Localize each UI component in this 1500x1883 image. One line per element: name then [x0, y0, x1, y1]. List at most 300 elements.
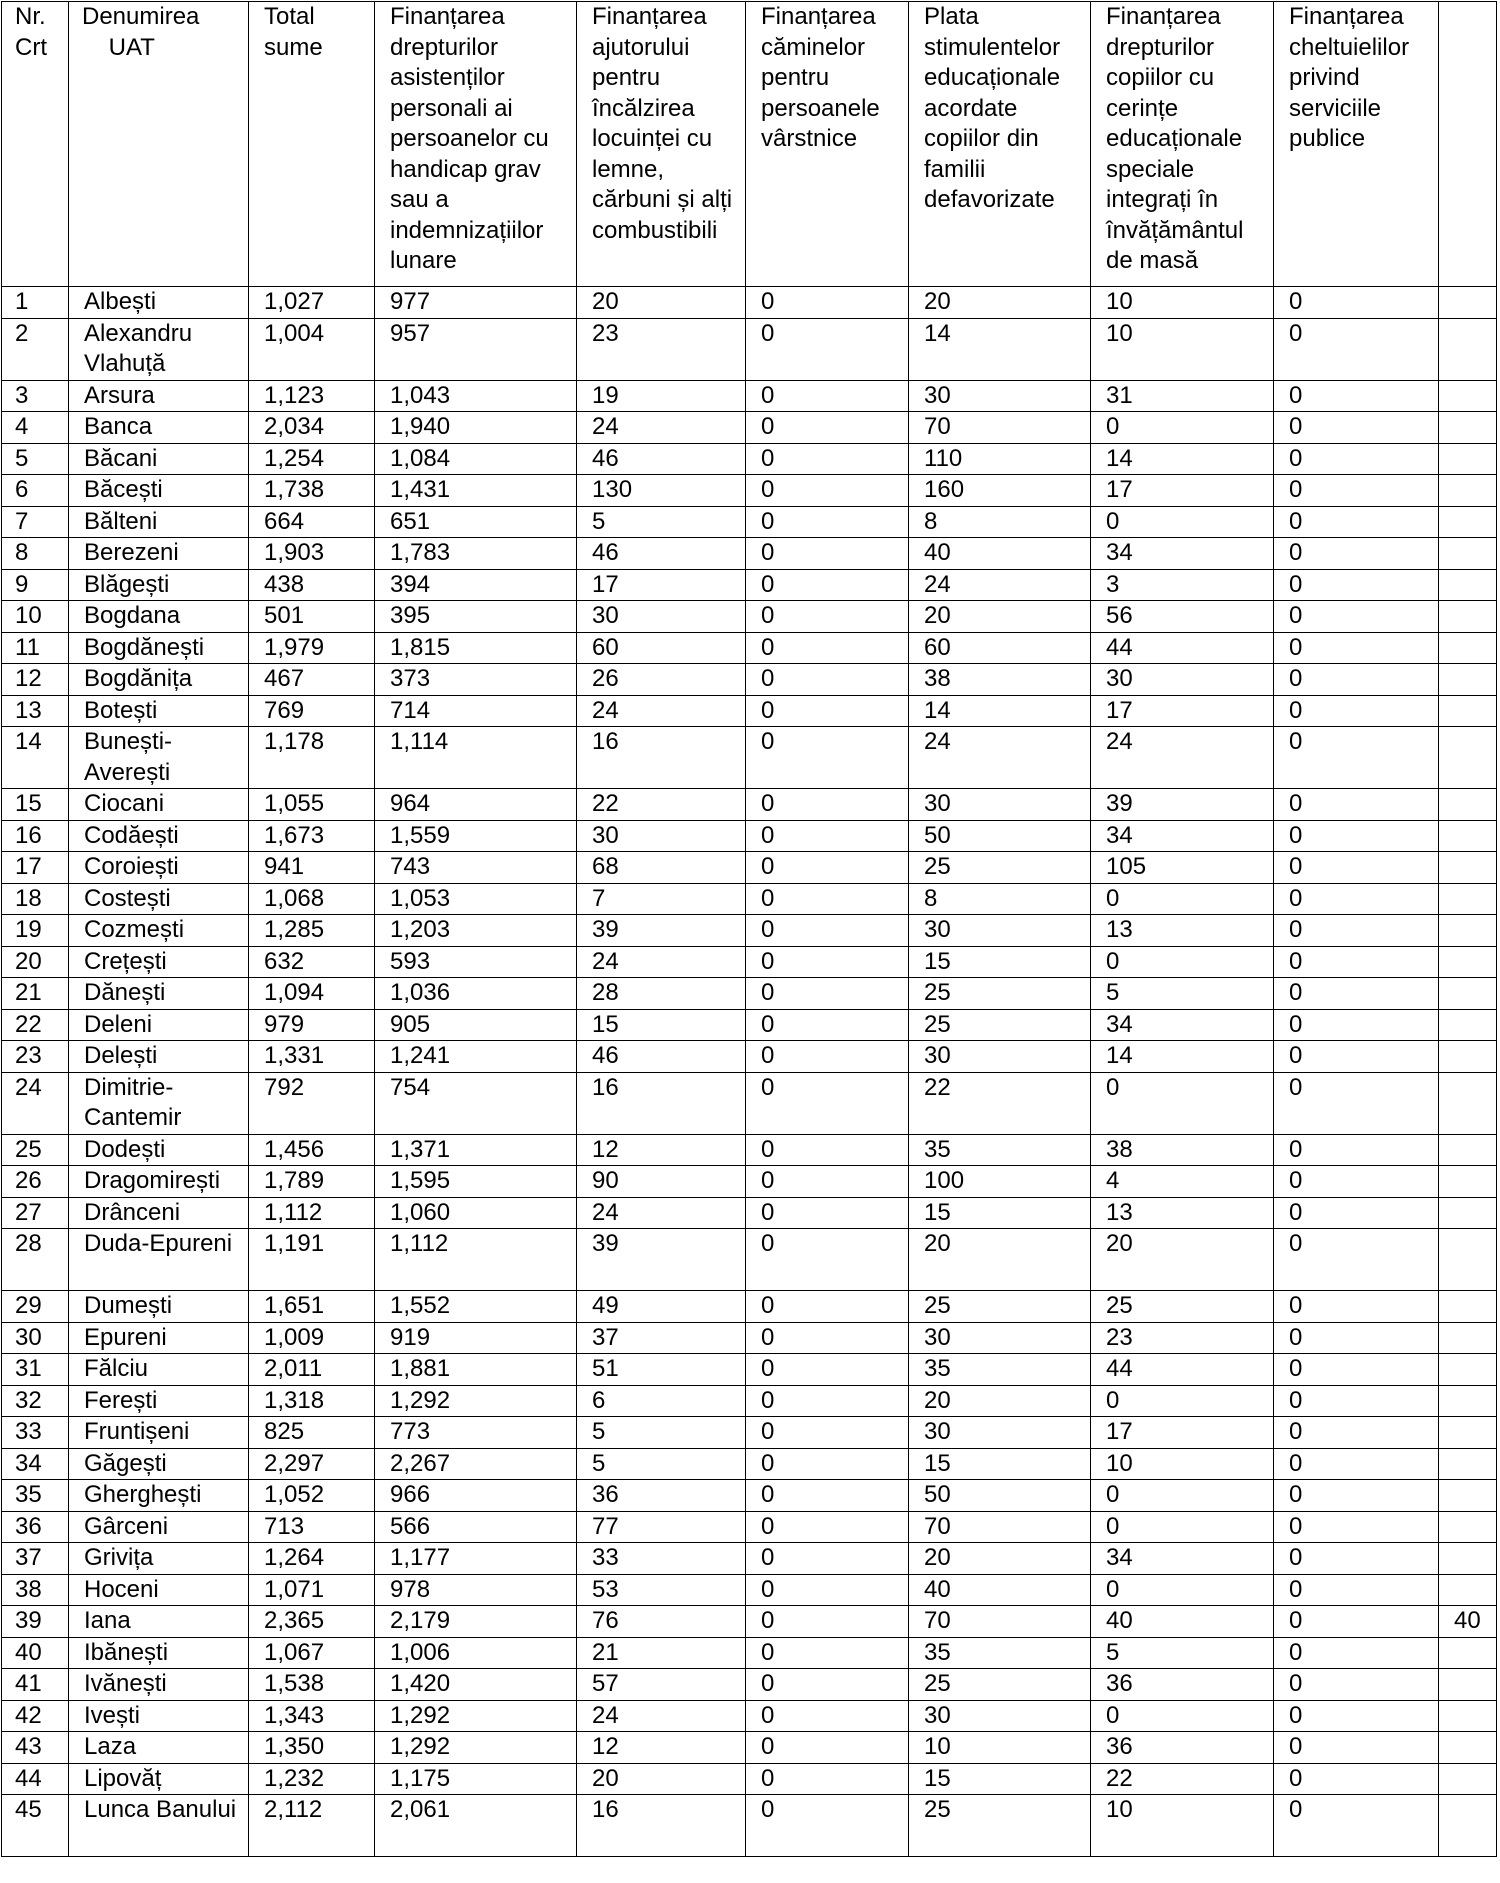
cell-cerinte-educationale: 5 [1091, 1637, 1274, 1669]
cell-ajutor-incalzire: 5 [577, 506, 746, 538]
cell-denumirea-uat: Drânceni [69, 1197, 249, 1229]
cell-nr-crt: 41 [2, 1669, 69, 1701]
header-asistenti-personali: Finanțarea drepturilor asistenților personali ai persoanelor cu handicap grav sau a indemnizațiilor lunare [375, 2, 577, 287]
header-denumirea-uat: Denumirea UAT [69, 2, 249, 287]
cell-extra [1439, 695, 1497, 727]
cell-nr-crt: 8 [2, 538, 69, 570]
cell-extra [1439, 1291, 1497, 1323]
cell-camine-varstnice: 0 [746, 664, 909, 696]
cell-total-sume: 769 [249, 695, 375, 727]
cell-camine-varstnice: 0 [746, 695, 909, 727]
cell-nr-crt: 31 [2, 1354, 69, 1386]
header-nr-crt: Nr. Crt [2, 2, 69, 287]
table-row [2, 1637, 1497, 1669]
cell-camine-varstnice: 0 [746, 506, 909, 538]
table-row [2, 1606, 1497, 1638]
cell-stimulente-educationale: 30 [909, 1322, 1091, 1354]
cell-ajutor-incalzire: 60 [577, 632, 746, 664]
cell-extra [1439, 380, 1497, 412]
cell-camine-varstnice: 0 [746, 601, 909, 633]
cell-servicii-publice: 0 [1274, 789, 1439, 821]
cell-asistenti-personali: 1,552 [375, 1291, 577, 1323]
cell-asistenti-personali: 1,431 [375, 475, 577, 507]
cell-stimulente-educationale: 30 [909, 1700, 1091, 1732]
table-row [2, 883, 1497, 915]
cell-total-sume: 1,191 [249, 1229, 375, 1291]
cell-nr-crt: 23 [2, 1041, 69, 1073]
cell-ajutor-incalzire: 12 [577, 1732, 746, 1764]
cell-stimulente-educationale: 8 [909, 506, 1091, 538]
table-row [2, 412, 1497, 444]
cell-servicii-publice: 0 [1274, 1229, 1439, 1291]
header-servicii-publice: Finanțarea cheltuielilor privind serviciile publice [1274, 2, 1439, 287]
cell-extra [1439, 443, 1497, 475]
cell-denumirea-uat: Ibănești [69, 1637, 249, 1669]
cell-camine-varstnice: 0 [746, 569, 909, 601]
table-row [2, 1354, 1497, 1386]
cell-cerinte-educationale: 39 [1091, 789, 1274, 821]
cell-cerinte-educationale: 44 [1091, 632, 1274, 664]
cell-camine-varstnice: 0 [746, 1354, 909, 1386]
cell-servicii-publice: 0 [1274, 1543, 1439, 1575]
table-row [2, 946, 1497, 978]
cell-ajutor-incalzire: 16 [577, 1072, 746, 1134]
cell-stimulente-educationale: 38 [909, 664, 1091, 696]
cell-stimulente-educationale: 30 [909, 1041, 1091, 1073]
cell-nr-crt: 5 [2, 443, 69, 475]
cell-nr-crt: 19 [2, 915, 69, 947]
cell-cerinte-educationale: 10 [1091, 287, 1274, 319]
cell-denumirea-uat: Dimitrie-Cantemir [69, 1072, 249, 1134]
cell-ajutor-incalzire: 22 [577, 789, 746, 821]
cell-nr-crt: 12 [2, 664, 69, 696]
cell-nr-crt: 30 [2, 1322, 69, 1354]
cell-servicii-publice: 0 [1274, 1417, 1439, 1449]
cell-total-sume: 1,232 [249, 1763, 375, 1795]
cell-nr-crt: 7 [2, 506, 69, 538]
funding-table [1, 1, 1497, 1857]
cell-extra [1439, 412, 1497, 444]
cell-denumirea-uat: Găgești [69, 1448, 249, 1480]
cell-stimulente-educationale: 25 [909, 1795, 1091, 1857]
cell-denumirea-uat: Albești [69, 287, 249, 319]
cell-servicii-publice: 0 [1274, 1009, 1439, 1041]
cell-denumirea-uat: Blăgești [69, 569, 249, 601]
cell-asistenti-personali: 743 [375, 852, 577, 884]
cell-camine-varstnice: 0 [746, 1417, 909, 1449]
cell-cerinte-educationale: 17 [1091, 475, 1274, 507]
header-camine-varstnice: Finanțarea căminelor pentru persoanele vârstnice [746, 2, 909, 287]
cell-nr-crt: 36 [2, 1511, 69, 1543]
cell-extra [1439, 287, 1497, 319]
table-row [2, 789, 1497, 821]
cell-servicii-publice: 0 [1274, 883, 1439, 915]
cell-total-sume: 1,979 [249, 632, 375, 664]
cell-denumirea-uat: Crețești [69, 946, 249, 978]
cell-ajutor-incalzire: 16 [577, 727, 746, 789]
cell-camine-varstnice: 0 [746, 1543, 909, 1575]
cell-asistenti-personali: 1,371 [375, 1134, 577, 1166]
cell-ajutor-incalzire: 16 [577, 1795, 746, 1857]
cell-servicii-publice: 0 [1274, 1732, 1439, 1764]
cell-cerinte-educationale: 34 [1091, 538, 1274, 570]
cell-cerinte-educationale: 10 [1091, 1795, 1274, 1857]
cell-denumirea-uat: Bogdănița [69, 664, 249, 696]
cell-total-sume: 438 [249, 569, 375, 601]
cell-servicii-publice: 0 [1274, 978, 1439, 1010]
cell-nr-crt: 38 [2, 1574, 69, 1606]
cell-cerinte-educationale: 40 [1091, 1606, 1274, 1638]
table-row [2, 1480, 1497, 1512]
cell-camine-varstnice: 0 [746, 1700, 909, 1732]
cell-nr-crt: 20 [2, 946, 69, 978]
cell-total-sume: 467 [249, 664, 375, 696]
cell-cerinte-educationale: 24 [1091, 727, 1274, 789]
cell-asistenti-personali: 1,112 [375, 1229, 577, 1291]
cell-cerinte-educationale: 4 [1091, 1166, 1274, 1198]
cell-cerinte-educationale: 3 [1091, 569, 1274, 601]
cell-extra [1439, 1543, 1497, 1575]
cell-denumirea-uat: Gherghești [69, 1480, 249, 1512]
cell-extra [1439, 978, 1497, 1010]
cell-nr-crt: 24 [2, 1072, 69, 1134]
cell-total-sume: 1,456 [249, 1134, 375, 1166]
cell-cerinte-educationale: 0 [1091, 1700, 1274, 1732]
cell-camine-varstnice: 0 [746, 1322, 909, 1354]
cell-stimulente-educationale: 15 [909, 946, 1091, 978]
cell-camine-varstnice: 0 [746, 1763, 909, 1795]
cell-servicii-publice: 0 [1274, 443, 1439, 475]
cell-stimulente-educationale: 50 [909, 820, 1091, 852]
cell-cerinte-educationale: 44 [1091, 1354, 1274, 1386]
cell-extra [1439, 1041, 1497, 1073]
cell-cerinte-educationale: 34 [1091, 1543, 1274, 1575]
cell-extra [1439, 1385, 1497, 1417]
cell-denumirea-uat: Ferești [69, 1385, 249, 1417]
header-total-sume: Total sume [249, 2, 375, 287]
cell-nr-crt: 25 [2, 1134, 69, 1166]
cell-asistenti-personali: 593 [375, 946, 577, 978]
cell-ajutor-incalzire: 76 [577, 1606, 746, 1638]
cell-extra [1439, 727, 1497, 789]
cell-denumirea-uat: Băcani [69, 443, 249, 475]
cell-cerinte-educationale: 36 [1091, 1669, 1274, 1701]
cell-asistenti-personali: 1,559 [375, 820, 577, 852]
cell-denumirea-uat: Ciocani [69, 789, 249, 821]
cell-stimulente-educationale: 25 [909, 978, 1091, 1010]
cell-extra [1439, 1574, 1497, 1606]
cell-nr-crt: 39 [2, 1606, 69, 1638]
cell-nr-crt: 4 [2, 412, 69, 444]
cell-nr-crt: 17 [2, 852, 69, 884]
table-row [2, 1732, 1497, 1764]
cell-ajutor-incalzire: 28 [577, 978, 746, 1010]
cell-stimulente-educationale: 20 [909, 287, 1091, 319]
cell-denumirea-uat: Lunca Banului [69, 1795, 249, 1857]
cell-total-sume: 1,052 [249, 1480, 375, 1512]
cell-stimulente-educationale: 25 [909, 1669, 1091, 1701]
cell-denumirea-uat: Dragomirești [69, 1166, 249, 1198]
table-row [2, 915, 1497, 947]
cell-denumirea-uat: Iana [69, 1606, 249, 1638]
cell-extra [1439, 1511, 1497, 1543]
cell-ajutor-incalzire: 33 [577, 1543, 746, 1575]
cell-total-sume: 1,331 [249, 1041, 375, 1073]
cell-denumirea-uat: Băcești [69, 475, 249, 507]
cell-total-sume: 792 [249, 1072, 375, 1134]
cell-asistenti-personali: 1,420 [375, 1669, 577, 1701]
cell-ajutor-incalzire: 46 [577, 443, 746, 475]
cell-asistenti-personali: 966 [375, 1480, 577, 1512]
cell-denumirea-uat: Codăești [69, 820, 249, 852]
cell-total-sume: 1,350 [249, 1732, 375, 1764]
cell-camine-varstnice: 0 [746, 443, 909, 475]
cell-cerinte-educationale: 0 [1091, 1511, 1274, 1543]
cell-camine-varstnice: 0 [746, 1385, 909, 1417]
table-row [2, 1041, 1497, 1073]
cell-denumirea-uat: Deleni [69, 1009, 249, 1041]
cell-total-sume: 1,071 [249, 1574, 375, 1606]
cell-servicii-publice: 0 [1274, 601, 1439, 633]
cell-cerinte-educationale: 20 [1091, 1229, 1274, 1291]
cell-extra [1439, 664, 1497, 696]
cell-extra [1439, 1166, 1497, 1198]
header-row [2, 2, 1497, 287]
cell-ajutor-incalzire: 30 [577, 601, 746, 633]
cell-stimulente-educationale: 100 [909, 1166, 1091, 1198]
cell-extra [1439, 632, 1497, 664]
cell-cerinte-educationale: 14 [1091, 443, 1274, 475]
cell-cerinte-educationale: 0 [1091, 412, 1274, 444]
cell-nr-crt: 16 [2, 820, 69, 852]
cell-cerinte-educationale: 0 [1091, 1072, 1274, 1134]
cell-servicii-publice: 0 [1274, 1197, 1439, 1229]
table-row [2, 538, 1497, 570]
cell-camine-varstnice: 0 [746, 820, 909, 852]
cell-cerinte-educationale: 0 [1091, 1480, 1274, 1512]
table-row [2, 632, 1497, 664]
cell-camine-varstnice: 0 [746, 915, 909, 947]
cell-asistenti-personali: 2,179 [375, 1606, 577, 1638]
cell-extra [1439, 506, 1497, 538]
cell-cerinte-educationale: 105 [1091, 852, 1274, 884]
cell-ajutor-incalzire: 51 [577, 1354, 746, 1386]
cell-ajutor-incalzire: 20 [577, 287, 746, 319]
table-row [2, 820, 1497, 852]
cell-stimulente-educationale: 22 [909, 1072, 1091, 1134]
cell-ajutor-incalzire: 30 [577, 820, 746, 852]
cell-cerinte-educationale: 34 [1091, 1009, 1274, 1041]
table-row [2, 569, 1497, 601]
cell-stimulente-educationale: 25 [909, 1291, 1091, 1323]
cell-ajutor-incalzire: 24 [577, 412, 746, 444]
table-row [2, 1072, 1497, 1134]
cell-asistenti-personali: 905 [375, 1009, 577, 1041]
cell-total-sume: 979 [249, 1009, 375, 1041]
table-row [2, 506, 1497, 538]
cell-camine-varstnice: 0 [746, 789, 909, 821]
cell-stimulente-educationale: 24 [909, 727, 1091, 789]
cell-nr-crt: 34 [2, 1448, 69, 1480]
cell-nr-crt: 14 [2, 727, 69, 789]
cell-nr-crt: 45 [2, 1795, 69, 1857]
cell-extra [1439, 946, 1497, 978]
cell-ajutor-incalzire: 57 [577, 1669, 746, 1701]
cell-asistenti-personali: 1,177 [375, 1543, 577, 1575]
cell-extra [1439, 1229, 1497, 1291]
cell-servicii-publice: 0 [1274, 475, 1439, 507]
cell-stimulente-educationale: 110 [909, 443, 1091, 475]
cell-servicii-publice: 0 [1274, 695, 1439, 727]
cell-nr-crt: 6 [2, 475, 69, 507]
cell-camine-varstnice: 0 [746, 1669, 909, 1701]
cell-total-sume: 1,789 [249, 1166, 375, 1198]
cell-servicii-publice: 0 [1274, 1166, 1439, 1198]
cell-servicii-publice: 0 [1274, 915, 1439, 947]
cell-stimulente-educationale: 15 [909, 1197, 1091, 1229]
cell-cerinte-educationale: 56 [1091, 601, 1274, 633]
cell-asistenti-personali: 773 [375, 1417, 577, 1449]
table-row [2, 1417, 1497, 1449]
cell-cerinte-educationale: 14 [1091, 1041, 1274, 1073]
cell-nr-crt: 18 [2, 883, 69, 915]
cell-camine-varstnice: 0 [746, 1574, 909, 1606]
cell-servicii-publice: 0 [1274, 1480, 1439, 1512]
cell-total-sume: 825 [249, 1417, 375, 1449]
cell-extra [1439, 1009, 1497, 1041]
cell-ajutor-incalzire: 77 [577, 1511, 746, 1543]
table-row [2, 1574, 1497, 1606]
cell-stimulente-educationale: 20 [909, 1385, 1091, 1417]
cell-denumirea-uat: Fălciu [69, 1354, 249, 1386]
cell-camine-varstnice: 0 [746, 538, 909, 570]
cell-denumirea-uat: Bălteni [69, 506, 249, 538]
cell-extra [1439, 1072, 1497, 1134]
cell-asistenti-personali: 1,292 [375, 1700, 577, 1732]
cell-asistenti-personali: 1,815 [375, 632, 577, 664]
table-row [2, 1322, 1497, 1354]
cell-asistenti-personali: 978 [375, 1574, 577, 1606]
cell-extra [1439, 318, 1497, 380]
cell-servicii-publice: 0 [1274, 538, 1439, 570]
cell-cerinte-educationale: 0 [1091, 883, 1274, 915]
cell-denumirea-uat: Cozmești [69, 915, 249, 947]
cell-extra: 40 [1439, 1606, 1497, 1638]
cell-denumirea-uat: Dumești [69, 1291, 249, 1323]
cell-stimulente-educationale: 20 [909, 601, 1091, 633]
cell-total-sume: 1,343 [249, 1700, 375, 1732]
cell-extra [1439, 1417, 1497, 1449]
cell-ajutor-incalzire: 23 [577, 318, 746, 380]
cell-cerinte-educationale: 25 [1091, 1291, 1274, 1323]
table-row [2, 475, 1497, 507]
cell-ajutor-incalzire: 90 [577, 1166, 746, 1198]
cell-denumirea-uat: Bogdănești [69, 632, 249, 664]
cell-ajutor-incalzire: 19 [577, 380, 746, 412]
cell-asistenti-personali: 1,175 [375, 1763, 577, 1795]
table-row [2, 287, 1497, 319]
cell-servicii-publice: 0 [1274, 1291, 1439, 1323]
cell-denumirea-uat: Berezeni [69, 538, 249, 570]
cell-camine-varstnice: 0 [746, 978, 909, 1010]
cell-denumirea-uat: Ivănești [69, 1669, 249, 1701]
cell-stimulente-educationale: 20 [909, 1229, 1091, 1291]
cell-servicii-publice: 0 [1274, 1134, 1439, 1166]
cell-stimulente-educationale: 30 [909, 1417, 1091, 1449]
cell-stimulente-educationale: 15 [909, 1763, 1091, 1795]
cell-nr-crt: 44 [2, 1763, 69, 1795]
cell-asistenti-personali: 1,940 [375, 412, 577, 444]
cell-asistenti-personali: 964 [375, 789, 577, 821]
cell-asistenti-personali: 919 [375, 1322, 577, 1354]
cell-total-sume: 2,365 [249, 1606, 375, 1638]
cell-servicii-publice: 0 [1274, 727, 1439, 789]
cell-asistenti-personali: 2,267 [375, 1448, 577, 1480]
cell-nr-crt: 42 [2, 1700, 69, 1732]
cell-nr-crt: 21 [2, 978, 69, 1010]
cell-extra [1439, 1197, 1497, 1229]
table-row [2, 1700, 1497, 1732]
cell-denumirea-uat: Delești [69, 1041, 249, 1073]
cell-camine-varstnice: 0 [746, 1166, 909, 1198]
cell-nr-crt: 32 [2, 1385, 69, 1417]
cell-cerinte-educationale: 34 [1091, 820, 1274, 852]
cell-total-sume: 1,285 [249, 915, 375, 947]
table-row [2, 664, 1497, 696]
cell-denumirea-uat: Laza [69, 1732, 249, 1764]
cell-total-sume: 1,009 [249, 1322, 375, 1354]
table-row [2, 1166, 1497, 1198]
cell-camine-varstnice: 0 [746, 946, 909, 978]
cell-denumirea-uat: Duda-Epureni [69, 1229, 249, 1291]
cell-total-sume: 1,651 [249, 1291, 375, 1323]
cell-asistenti-personali: 1,595 [375, 1166, 577, 1198]
cell-servicii-publice: 0 [1274, 1385, 1439, 1417]
cell-servicii-publice: 0 [1274, 380, 1439, 412]
cell-camine-varstnice: 0 [746, 475, 909, 507]
cell-denumirea-uat: Bunești-Averești [69, 727, 249, 789]
cell-nr-crt: 40 [2, 1637, 69, 1669]
cell-asistenti-personali: 957 [375, 318, 577, 380]
cell-camine-varstnice: 0 [746, 1229, 909, 1291]
cell-denumirea-uat: Hoceni [69, 1574, 249, 1606]
cell-denumirea-uat: Bogdana [69, 601, 249, 633]
cell-cerinte-educationale: 0 [1091, 946, 1274, 978]
cell-nr-crt: 28 [2, 1229, 69, 1291]
cell-total-sume: 1,094 [249, 978, 375, 1010]
cell-asistenti-personali: 1,043 [375, 380, 577, 412]
cell-stimulente-educationale: 30 [909, 789, 1091, 821]
cell-camine-varstnice: 0 [746, 1480, 909, 1512]
header-extra-column [1439, 2, 1497, 287]
cell-camine-varstnice: 0 [746, 1197, 909, 1229]
cell-nr-crt: 29 [2, 1291, 69, 1323]
cell-asistenti-personali: 714 [375, 695, 577, 727]
cell-extra [1439, 538, 1497, 570]
cell-cerinte-educationale: 0 [1091, 1385, 1274, 1417]
cell-ajutor-incalzire: 37 [577, 1322, 746, 1354]
cell-camine-varstnice: 0 [746, 1795, 909, 1857]
cell-servicii-publice: 0 [1274, 412, 1439, 444]
cell-stimulente-educationale: 160 [909, 475, 1091, 507]
cell-stimulente-educationale: 35 [909, 1637, 1091, 1669]
cell-servicii-publice: 0 [1274, 632, 1439, 664]
cell-camine-varstnice: 0 [746, 287, 909, 319]
cell-denumirea-uat: Costești [69, 883, 249, 915]
cell-asistenti-personali: 1,203 [375, 915, 577, 947]
cell-ajutor-incalzire: 26 [577, 664, 746, 696]
cell-servicii-publice: 0 [1274, 1669, 1439, 1701]
